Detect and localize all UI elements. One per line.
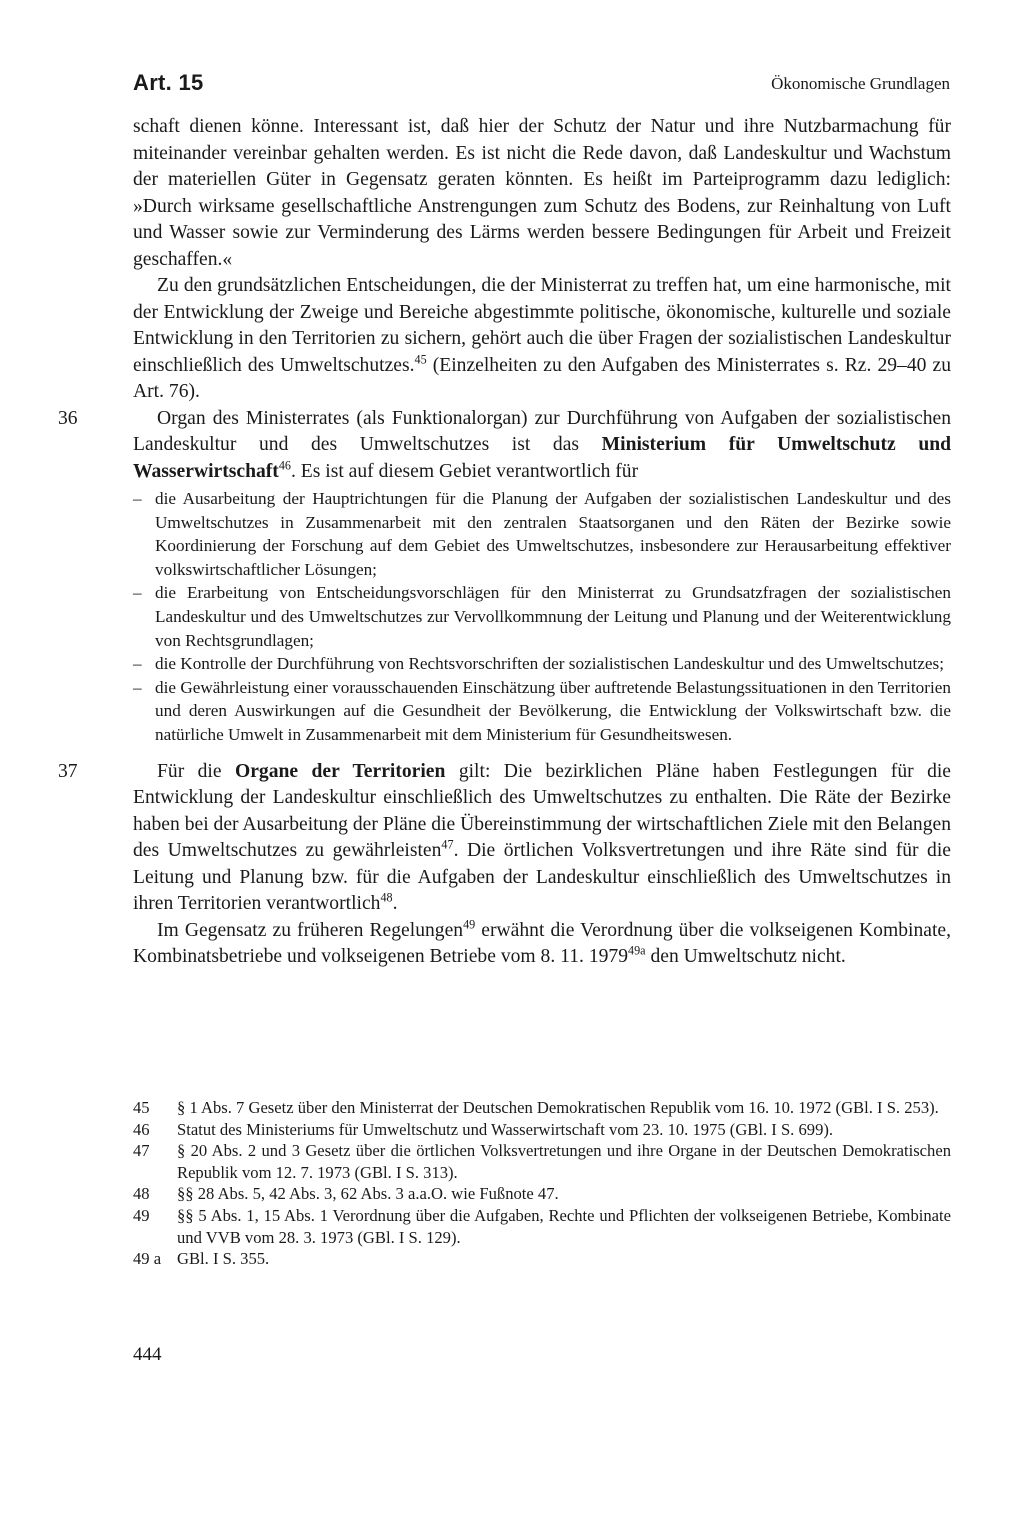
page-header <box>133 70 950 104</box>
list-item-text: die Gewährleistung einer vorausschauenden Einschätzung über auftretende Belastungssituationen in den Territorien und deren Auswirkungen auf die Gesundheit der Bevölkerung, die Entwicklung der Volkswirtschaft bzw. die natürliche Umwelt in Zusammenarbeit mit dem Ministerium für Gesundheitswesen. <box>155 677 951 744</box>
footnote-text: §§ 28 Abs. 5, 42 Abs. 3, 62 Abs. 3 a.a.O. wie Fußnote 47. <box>177 1184 559 1204</box>
footnote-ref-47[interactable]: 47 <box>441 837 454 852</box>
list-item <box>133 676 951 747</box>
footnote-number: 46 <box>133 1119 150 1139</box>
paragraph-text-end: . <box>392 893 398 915</box>
list-item <box>133 652 951 676</box>
paragraph-text: gilt: Die bezirklichen Pläne haben Festlegungen für die Entwicklung der Landeskultur einschließlich des Umweltschutzes zu enthalten. Die Räte der Bezirke haben bei der Ausarbeitung der Pläne die Übereinstimmung der wirtschaftlichen Ziele mit den Belangen des Umweltschutzes zu gewährleisten <box>133 760 952 862</box>
footnote-text: Statut des Ministeriums für Umweltschutz und Wasserwirtschaft vom 23. 10. 1975 (GBl. I S. 699). <box>177 1119 834 1139</box>
running-head: Ökonomische Grundlagen <box>771 74 950 93</box>
paragraph-text-end: . Es ist auf diesem Gebiet verantwortlich für <box>290 460 639 482</box>
footnote-text: GBl. I S. 355. <box>177 1249 270 1269</box>
footnote <box>133 1119 951 1141</box>
bold-term-organe: Organe der Territorien <box>235 760 446 782</box>
paragraph-text: Im Gegensatz zu früheren Regelungen <box>157 919 464 941</box>
footnote <box>133 1183 951 1205</box>
paragraph-text: Zu den grundsätzlichen Entscheidungen, die der Ministerrat zu treffen hat, um eine harmonische, mit der Entwicklung der Zweige und Bereiche abgestimmte politische, ökonomische, kulturelle und soziale Entwicklung in den Territorien zu sichern, gehört auch die über Fragen der sozialistischen Landeskultur einschließlich des Umweltschutzes. <box>133 275 951 376</box>
footnote-number: 45 <box>133 1098 150 1117</box>
margin-number-36: 36 <box>58 407 78 429</box>
footnote-text: §§ 5 Abs. 1, 15 Abs. 1 Verordnung über die Aufgaben, Rechte und Pflichten der volkseigenen Betriebe, Kombinate und VVB vom 28. 3. 1973 (GBl. I S. 129). <box>177 1205 951 1247</box>
article-label: Art. 15 <box>133 70 204 95</box>
paragraph-ministerrat <box>133 273 951 406</box>
paragraph-text: Organ des Ministerrates (als Funktionalorgan) zur Durchführung von Aufgaben der sozialistischen Landeskultur und des Umweltschutzes ist das <box>133 407 951 455</box>
footnote-number: 47 <box>133 1141 150 1161</box>
body-text <box>58 114 952 971</box>
paragraph-kombinate <box>133 918 951 971</box>
footnote-ref-48[interactable]: 48 <box>380 890 393 905</box>
footnote-number: 49 a <box>133 1249 162 1269</box>
list-item <box>133 487 951 581</box>
list-item-text: die Kontrolle der Durchführung von Rechtsvorschriften der sozialistischen Landeskultur und des Umweltschutzes; <box>155 654 944 674</box>
margin-number-37: 37 <box>58 760 78 782</box>
footnote <box>133 1248 951 1270</box>
dash-bullet: – <box>133 654 142 674</box>
footnote-ref-46[interactable]: 46 <box>278 458 291 473</box>
list-item <box>133 581 951 652</box>
dash-bullet: – <box>133 489 142 508</box>
footnote-ref-45[interactable]: 45 <box>414 352 427 367</box>
bold-term-ministerium: Ministerium für Umweltschutz und Wasserwirtschaft <box>133 434 952 482</box>
paragraph-text: erwähnt die Verordnung über die volkseigenen Kombinate, Kombinatsbetriebe und volkseigenen Betriebe vom 8. 11. 1979 <box>133 919 951 968</box>
footnote-ref-49a[interactable]: 49a <box>628 943 646 958</box>
list-item-text: die Ausarbeitung der Hauptrichtungen für die Planung der Aufgaben der sozialistischen Landeskultur und des Umweltschutzes in Zusammenarbeit mit den zentralen Staatsorganen und den Räten der Bezirke sowie Koordinierung der Forschung auf dem Gebiet des Umweltschutzes, insbesondere zur Herausarbeitung effektiver volkswirtschaftlicher Lösungen; <box>155 489 951 579</box>
spacer <box>133 747 951 759</box>
list-item-text: die Erarbeitung von Entscheidungsvorschlägen für den Ministerrat zu Grundsatzfragen der sozialistischen Landeskultur und des Umweltschutzes zur Vervollkommnung der Leitung und Planung und der Weiterentwicklung von Rechtsgrundlagen; <box>155 583 951 650</box>
footnote <box>133 1140 951 1183</box>
paragraph-36 <box>58 406 952 486</box>
page-number: 444 <box>133 1344 162 1365</box>
responsibility-list <box>133 487 951 747</box>
dash-bullet: – <box>133 677 142 697</box>
paragraph-text: . Die örtlichen Volksvertretungen und ihre Räte sind für die Leitung und Planung bzw. für die Aufgaben der Landeskultur einschließlich des Umweltschutzes in ihren Territorien verantwortlich <box>133 840 951 915</box>
dash-bullet: – <box>133 583 142 603</box>
footnote-text: § 1 Abs. 7 Gesetz über den Ministerrat der Deutschen Demokratischen Republik vom 16. 10. 1972 (GBl. I S. 253). <box>177 1098 939 1117</box>
footnote <box>133 1097 951 1119</box>
footnote <box>133 1205 951 1248</box>
paragraph-37 <box>58 759 952 918</box>
footnote-text: § 20 Abs. 2 und 3 Gesetz über die örtlichen Volksvertretungen und ihre Organe in der Deutschen Demokratischen Republik vom 12. 7. 1973 (GBl. I S. 313). <box>177 1141 951 1182</box>
paragraph-tail: (Einzelheiten zu den Aufgaben des Ministerrates s. Rz. 29–40 zu Art. 76). <box>133 354 951 402</box>
paragraph-text: Für die <box>157 760 235 782</box>
footnote-number: 48 <box>133 1184 150 1204</box>
paragraph-text-end: den Umweltschutz nicht. <box>645 946 846 968</box>
footnote-ref-49[interactable]: 49 <box>463 917 476 932</box>
footnote-number: 49 <box>133 1205 150 1225</box>
footnotes <box>133 1097 951 1270</box>
paragraph-continued: schaft dienen könne. Interessant ist, daß hier der Schutz der Natur und ihre Nutzbarmachung für miteinander vereinbar gehalten werden. Es ist nicht die Rede davon, daß Landeskultur und Wachstum der materiellen Güter in Gegensatz geraten könnten. Es heißt im Parteiprogramm dazu lediglich: »Durch wirksame gesellschaftliche Anstrengungen zum Schutz des Bodens, zur Reinhaltung von Luft und Wasser sowie zur Verminderung des Lärms werden bessere Bedingungen für Arbeit und Freizeit geschaffen.« <box>133 116 951 270</box>
